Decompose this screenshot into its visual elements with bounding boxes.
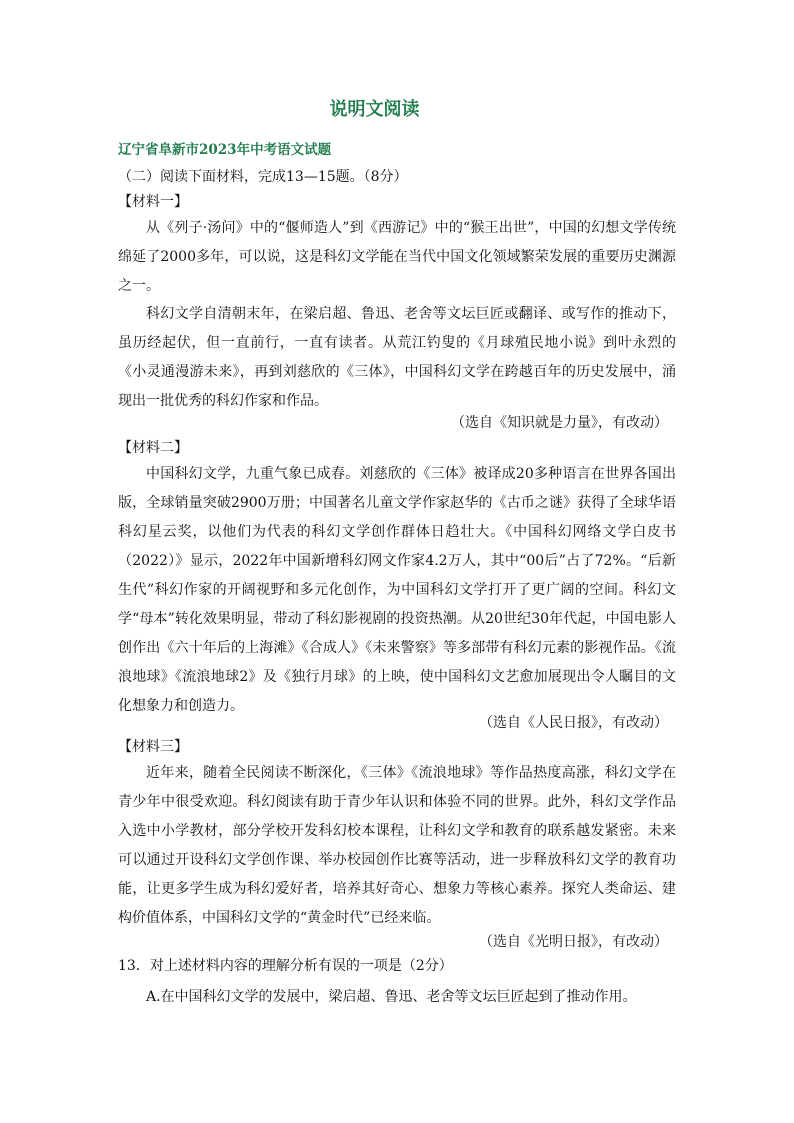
material-1-header: 【材料一】: [118, 194, 188, 210]
material-2-header: 【材料二】: [118, 440, 188, 456]
material-1-paragraph-2: 科幻文学自清朝末年，在梁启超、鲁迅、老舍等文坛巨匠或翻译、或写作的推动下，虽历经起伏，但一直前行，一直有读者。从荒江钓叟的《月球殖民地小说》到叶永烈的《小灵通漫游未来》，再到刘慈欣的《三体》，中国科幻文学在跨越百年的历史发展中，涌现出一批优秀的科幻作家和作品。: [118, 306, 676, 409]
exam-subtitle: 辽宁省阜新市2023年中考语文试题: [118, 142, 332, 158]
material-3-source: （选自《光明日报》，有改动）: [479, 934, 668, 950]
page-title: 说明文阅读: [329, 99, 420, 120]
material-2-paragraph-1: 中国科幻文学，九重气象已成春。刘慈欣的《三体》被译成20多种语言在世界各国出版，全球销量突破2900万册；中国著名儿童文学作家赵华的《古币之谜》获得了全球华语科幻星云奖，以他们为代表的科幻文学创作群体日趋壮大。《中国科幻网络文学白皮书（2022）》显示，2022年中国新增科幻网文作家4.2万人，其中“00后”占了72%。“后新生代”科幻作家的开阔视野和多元化创作，为中国科幻文学打开了更广阔的空间。科幻文学“母本”转化效果明显，带动了科幻影视剧的投资热潮。从20世纪30年代起，中国电影人创作出《六十年后的上海滩》《合成人》《未来警察》等多部带有科幻元素的影视作品。《流浪地球》《流浪地球2》及《独行月球》的上映，使中国科幻文艺愈加展现出令人瞩目的文化想象力和创造力。: [118, 466, 676, 714]
material-2-source: （选自《人民日报》，有改动）: [479, 715, 668, 731]
material-3-header: 【材料三】: [118, 739, 188, 755]
material-1-paragraph-1: 从《列子·汤问》中的“偃师造人”到《西游记》中的“猴王出世”，中国的幻想文学传统绵延了2000多年，可以说，这是科幻文学能在当代中国文化领域繁荣发展的重要历史渊源之一。: [118, 220, 676, 294]
question-13-option-a: A.在中国科幻文学的发展中，梁启超、鲁迅、老舍等文坛巨匠起到了推动作用。: [146, 989, 637, 1005]
instruction-text: （二）阅读下面材料，完成13—15题。（8分）: [118, 169, 408, 185]
material-3-paragraph-1: 近年来，随着全民阅读不断深化，《三体》《流浪地球》等作品热度高涨，科幻文学在青少年中很受欢迎。科幻阅读有助于青少年认识和体验不同的世界。此外，科幻文学作品入选中小学教材，部分学校开发科幻校本课程，让科幻文学和教育的联系越发紧密。未来可以通过开设科幻文学创作课、举办校园创作比赛等活动，进一步释放科幻文学的教育功能，让更多学生成为科幻爱好者，培养其好奇心、想象力等核心素养。探究人类命运、建构价值体系，中国科幻文学的“黄金时代”已经来临。: [118, 765, 676, 926]
material-1-source: （选自《知识就是力量》，有改动）: [451, 415, 668, 431]
question-13-stem: 13．对上述材料内容的理解分析有误的一项是（2分）: [118, 958, 453, 974]
